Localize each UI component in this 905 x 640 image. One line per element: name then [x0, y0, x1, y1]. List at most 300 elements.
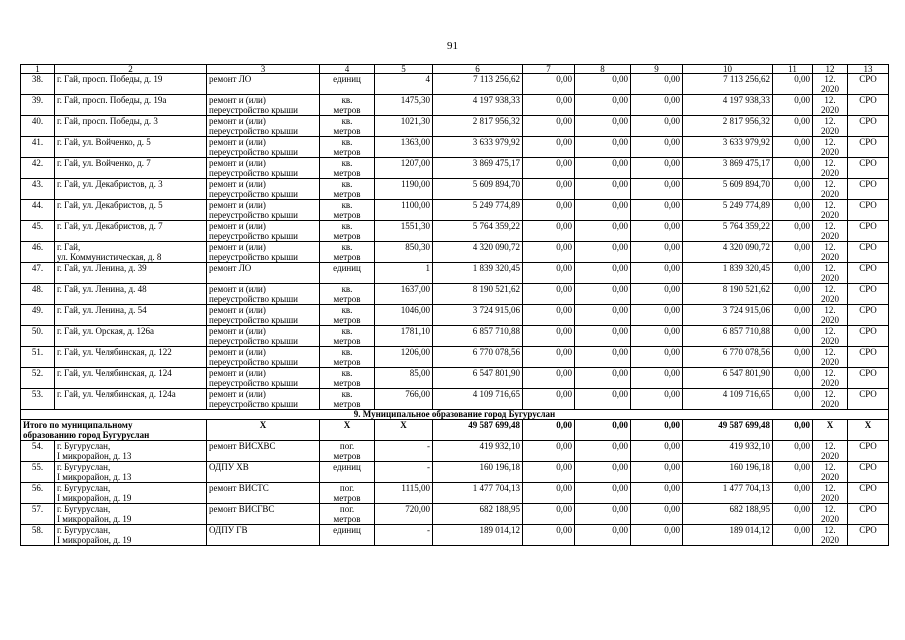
unit: кв. метров: [320, 368, 375, 389]
works-table: [20, 64, 889, 546]
column-number: 5: [375, 65, 433, 74]
term: 12. 2020: [813, 263, 848, 284]
row-number: 50.: [21, 326, 55, 347]
quantity: 850,30: [375, 242, 433, 263]
total-cost: 8 190 521,62: [433, 284, 523, 305]
table-row: [21, 347, 889, 368]
total-cost: 6 770 078,56: [433, 347, 523, 368]
cost-col11: 0,00: [773, 116, 813, 137]
table-row: [21, 441, 889, 462]
unit: кв. метров: [320, 326, 375, 347]
row-number: 40.: [21, 116, 55, 137]
cost-col11: 0,00: [773, 368, 813, 389]
table-row: [21, 200, 889, 221]
total-cost: 6 857 710,88: [433, 326, 523, 347]
work-type: ремонт и (или) переустройство крыши: [207, 95, 320, 116]
term: 12. 2020: [813, 305, 848, 326]
cost-col10: 1 839 320,45: [683, 263, 773, 284]
address: г. Гай, ул. Челябинская, д. 124: [55, 368, 207, 389]
address: г. Гай, ул. Ленина, д. 39: [55, 263, 207, 284]
cost-col10: 49 587 699,48: [683, 420, 773, 441]
table-row: [21, 368, 889, 389]
executor: СРО: [848, 263, 889, 284]
work-type: Х: [207, 420, 320, 441]
row-number: 46.: [21, 242, 55, 263]
cost-col8: 0,00: [575, 263, 631, 284]
cost-col10: 4 197 938,33: [683, 95, 773, 116]
cost-col7: 0,00: [523, 347, 575, 368]
address: г. Гай, ул. Челябинская, д. 122: [55, 347, 207, 368]
cost-col9: 0,00: [631, 483, 683, 504]
cost-col11: 0,00: [773, 389, 813, 410]
cost-col9: 0,00: [631, 368, 683, 389]
cost-col9: 0,00: [631, 137, 683, 158]
cost-col8: 0,00: [575, 158, 631, 179]
column-number: 11: [773, 65, 813, 74]
cost-col7: 0,00: [523, 420, 575, 441]
cost-col7: 0,00: [523, 483, 575, 504]
row-number: 38.: [21, 74, 55, 95]
cost-col9: 0,00: [631, 263, 683, 284]
cost-col11: 0,00: [773, 158, 813, 179]
work-type: ремонт ЛО: [207, 263, 320, 284]
unit: пог. метров: [320, 483, 375, 504]
total-cost: 3 869 475,17: [433, 158, 523, 179]
total-cost: 3 633 979,92: [433, 137, 523, 158]
quantity: -: [375, 525, 433, 546]
total-cost: 5 764 359,22: [433, 221, 523, 242]
table-row: [21, 263, 889, 284]
cost-col9: 0,00: [631, 525, 683, 546]
executor: СРО: [848, 200, 889, 221]
quantity: 1781,10: [375, 326, 433, 347]
executor: СРО: [848, 389, 889, 410]
unit: единиц: [320, 462, 375, 483]
term: 12. 2020: [813, 462, 848, 483]
cost-col10: 2 817 956,32: [683, 116, 773, 137]
address: г. Бугуруслан, I микрорайон, д. 19: [55, 525, 207, 546]
cost-col8: 0,00: [575, 221, 631, 242]
quantity: 4: [375, 74, 433, 95]
executor: СРО: [848, 525, 889, 546]
address: г. Бугуруслан, I микрорайон, д. 13: [55, 441, 207, 462]
unit: единиц: [320, 263, 375, 284]
quantity: -: [375, 462, 433, 483]
cost-col10: 4 320 090,72: [683, 242, 773, 263]
cost-col9: 0,00: [631, 95, 683, 116]
cost-col10: 6 547 801,90: [683, 368, 773, 389]
row-number: 49.: [21, 305, 55, 326]
unit: кв. метров: [320, 284, 375, 305]
column-number: 4: [320, 65, 375, 74]
term: 12. 2020: [813, 525, 848, 546]
cost-col10: 682 188,95: [683, 504, 773, 525]
cost-col11: 0,00: [773, 326, 813, 347]
cost-col8: 0,00: [575, 242, 631, 263]
executor: СРО: [848, 158, 889, 179]
cost-col8: 0,00: [575, 420, 631, 441]
cost-col9: 0,00: [631, 462, 683, 483]
total-cost: 160 196,18: [433, 462, 523, 483]
column-number: 2: [55, 65, 207, 74]
cost-col8: 0,00: [575, 284, 631, 305]
quantity: Х: [375, 420, 433, 441]
cost-col8: 0,00: [575, 504, 631, 525]
address: г. Гай, ул. Коммунистическая, д. 8: [55, 242, 207, 263]
column-number: 7: [523, 65, 575, 74]
total-cost: 682 188,95: [433, 504, 523, 525]
executor: СРО: [848, 242, 889, 263]
row-number: 58.: [21, 525, 55, 546]
cost-col7: 0,00: [523, 221, 575, 242]
cost-col10: 419 932,10: [683, 441, 773, 462]
quantity: 1: [375, 263, 433, 284]
cost-col7: 0,00: [523, 74, 575, 95]
executor: СРО: [848, 95, 889, 116]
cost-col10: 3 724 915,06: [683, 305, 773, 326]
row-number: 52.: [21, 368, 55, 389]
table-row: [21, 74, 889, 95]
row-number: 45.: [21, 221, 55, 242]
total-cost: 2 817 956,32: [433, 116, 523, 137]
table-row: [21, 137, 889, 158]
work-type: ремонт и (или) переустройство крыши: [207, 179, 320, 200]
cost-col9: 0,00: [631, 389, 683, 410]
work-type: ремонт и (или) переустройство крыши: [207, 347, 320, 368]
executor: СРО: [848, 284, 889, 305]
cost-col7: 0,00: [523, 504, 575, 525]
executor: СРО: [848, 368, 889, 389]
cost-col11: 0,00: [773, 305, 813, 326]
term: 12. 2020: [813, 483, 848, 504]
executor: СРО: [848, 441, 889, 462]
cost-col7: 0,00: [523, 326, 575, 347]
cost-col7: 0,00: [523, 462, 575, 483]
term: 12. 2020: [813, 368, 848, 389]
cost-col8: 0,00: [575, 462, 631, 483]
term: 12. 2020: [813, 158, 848, 179]
address: г. Гай, ул. Ленина, д. 54: [55, 305, 207, 326]
term: 12. 2020: [813, 179, 848, 200]
term: 12. 2020: [813, 116, 848, 137]
unit: единиц: [320, 525, 375, 546]
cost-col11: 0,00: [773, 462, 813, 483]
term: 12. 2020: [813, 441, 848, 462]
cost-col10: 3 869 475,17: [683, 158, 773, 179]
row-number: 39.: [21, 95, 55, 116]
unit: кв. метров: [320, 200, 375, 221]
cost-col9: 0,00: [631, 200, 683, 221]
cost-col10: 5 609 894,70: [683, 179, 773, 200]
cost-col11: 0,00: [773, 179, 813, 200]
address: г. Гай, просп. Победы, д. 19: [55, 74, 207, 95]
cost-col11: 0,00: [773, 441, 813, 462]
table-row: [21, 525, 889, 546]
address: г. Бугуруслан, I микрорайон, д. 13: [55, 462, 207, 483]
total-cost: 5 609 894,70: [433, 179, 523, 200]
table-row: [21, 158, 889, 179]
work-type: ремонт и (или) переустройство крыши: [207, 305, 320, 326]
cost-col9: 0,00: [631, 504, 683, 525]
term: 12. 2020: [813, 284, 848, 305]
cost-col7: 0,00: [523, 179, 575, 200]
section-header-row: [21, 410, 889, 420]
cost-col11: 0,00: [773, 504, 813, 525]
cost-col7: 0,00: [523, 305, 575, 326]
total-cost: 6 547 801,90: [433, 368, 523, 389]
work-type: ОДПУ ХВ: [207, 462, 320, 483]
cost-col10: 6 770 078,56: [683, 347, 773, 368]
cost-col7: 0,00: [523, 95, 575, 116]
unit: кв. метров: [320, 179, 375, 200]
column-number: 6: [433, 65, 523, 74]
cost-col11: 0,00: [773, 242, 813, 263]
unit: кв. метров: [320, 137, 375, 158]
cost-col8: 0,00: [575, 347, 631, 368]
cost-col11: 0,00: [773, 137, 813, 158]
executor: СРО: [848, 179, 889, 200]
unit: единиц: [320, 74, 375, 95]
table-row: [21, 95, 889, 116]
cost-col9: 0,00: [631, 441, 683, 462]
address: г. Гай, просп. Победы, д. 3: [55, 116, 207, 137]
executor: СРО: [848, 137, 889, 158]
quantity: 85,00: [375, 368, 433, 389]
work-type: ремонт и (или) переустройство крыши: [207, 389, 320, 410]
work-type: ремонт и (или) переустройство крыши: [207, 158, 320, 179]
cost-col8: 0,00: [575, 179, 631, 200]
cost-col8: 0,00: [575, 200, 631, 221]
quantity: 720,00: [375, 504, 433, 525]
total-cost: 4 197 938,33: [433, 95, 523, 116]
table-row: [21, 305, 889, 326]
quantity: 1046,00: [375, 305, 433, 326]
address: г. Гай, ул. Войченко, д. 5: [55, 137, 207, 158]
cost-col8: 0,00: [575, 441, 631, 462]
cost-col7: 0,00: [523, 263, 575, 284]
table-row: [21, 284, 889, 305]
cost-col11: 0,00: [773, 221, 813, 242]
cost-col8: 0,00: [575, 483, 631, 504]
cost-col10: 160 196,18: [683, 462, 773, 483]
work-type: ремонт и (или) переустройство крыши: [207, 137, 320, 158]
unit: кв. метров: [320, 158, 375, 179]
unit: пог. метров: [320, 504, 375, 525]
cost-col9: 0,00: [631, 326, 683, 347]
total-cost: 4 109 716,65: [433, 389, 523, 410]
table-row: [21, 462, 889, 483]
cost-col7: 0,00: [523, 441, 575, 462]
address: г. Гай, ул. Челябинская, д. 124а: [55, 389, 207, 410]
unit: кв. метров: [320, 95, 375, 116]
executor: СРО: [848, 74, 889, 95]
executor: СРО: [848, 221, 889, 242]
term: 12. 2020: [813, 200, 848, 221]
table-row: [21, 221, 889, 242]
table-row: [21, 326, 889, 347]
work-type: ремонт и (или) переустройство крыши: [207, 221, 320, 242]
unit: кв. метров: [320, 242, 375, 263]
row-number: 43.: [21, 179, 55, 200]
address: г. Гай, ул. Декабристов, д. 7: [55, 221, 207, 242]
quantity: 1207,00: [375, 158, 433, 179]
address: г. Гай, ул. Декабристов, д. 3: [55, 179, 207, 200]
unit: кв. метров: [320, 116, 375, 137]
cost-col10: 3 633 979,92: [683, 137, 773, 158]
cost-col10: 7 113 256,62: [683, 74, 773, 95]
total-cost: 49 587 699,48: [433, 420, 523, 441]
row-number: 57.: [21, 504, 55, 525]
executor: СРО: [848, 504, 889, 525]
executor: СРО: [848, 483, 889, 504]
address: г. Бугуруслан, I микрорайон, д. 19: [55, 504, 207, 525]
total-cost: 1 839 320,45: [433, 263, 523, 284]
cost-col11: 0,00: [773, 483, 813, 504]
cost-col7: 0,00: [523, 389, 575, 410]
address: г. Бугуруслан, I микрорайон, д. 19: [55, 483, 207, 504]
cost-col8: 0,00: [575, 137, 631, 158]
executor: СРО: [848, 462, 889, 483]
cost-col8: 0,00: [575, 525, 631, 546]
work-type: ОДПУ ГВ: [207, 525, 320, 546]
total-cost: 189 014,12: [433, 525, 523, 546]
address: г. Гай, просп. Победы, д. 19а: [55, 95, 207, 116]
total-cost: 5 249 774,89: [433, 200, 523, 221]
cost-col10: 6 857 710,88: [683, 326, 773, 347]
cost-col11: 0,00: [773, 263, 813, 284]
cost-col10: 5 764 359,22: [683, 221, 773, 242]
column-number-row: [21, 65, 889, 74]
cost-col10: 4 109 716,65: [683, 389, 773, 410]
cost-col8: 0,00: [575, 305, 631, 326]
cost-col9: 0,00: [631, 284, 683, 305]
work-type: ремонт и (или) переустройство крыши: [207, 200, 320, 221]
total-cost: 3 724 915,06: [433, 305, 523, 326]
cost-col8: 0,00: [575, 368, 631, 389]
term: 12. 2020: [813, 221, 848, 242]
cost-col7: 0,00: [523, 158, 575, 179]
cost-col10: 1 477 704,13: [683, 483, 773, 504]
column-number: 1: [21, 65, 55, 74]
work-type: ремонт ВИСГВС: [207, 504, 320, 525]
column-number: 10: [683, 65, 773, 74]
work-type: ремонт и (или) переустройство крыши: [207, 284, 320, 305]
quantity: 1021,30: [375, 116, 433, 137]
table-row: [21, 504, 889, 525]
address: г. Гай, ул. Орская, д. 126а: [55, 326, 207, 347]
total-cost: 4 320 090,72: [433, 242, 523, 263]
column-number: 13: [848, 65, 889, 74]
cost-col9: 0,00: [631, 179, 683, 200]
cost-col11: 0,00: [773, 420, 813, 441]
address: г. Гай, ул. Ленина, д. 48: [55, 284, 207, 305]
column-number: 12: [813, 65, 848, 74]
executor: СРО: [848, 347, 889, 368]
row-number: 54.: [21, 441, 55, 462]
term: 12. 2020: [813, 137, 848, 158]
row-number: 47.: [21, 263, 55, 284]
address: г. Гай, ул. Войченко, д. 7: [55, 158, 207, 179]
cost-col9: 0,00: [631, 221, 683, 242]
work-type: ремонт ВИСХВС: [207, 441, 320, 462]
work-type: ремонт и (или) переустройство крыши: [207, 242, 320, 263]
term: 12. 2020: [813, 242, 848, 263]
section-total-row: [21, 420, 889, 441]
row-number: 56.: [21, 483, 55, 504]
cost-col11: 0,00: [773, 284, 813, 305]
cost-col7: 0,00: [523, 116, 575, 137]
executor: СРО: [848, 326, 889, 347]
term: 12. 2020: [813, 326, 848, 347]
unit: Х: [320, 420, 375, 441]
table-row: [21, 483, 889, 504]
table-row: [21, 179, 889, 200]
executor: Х: [848, 420, 889, 441]
quantity: -: [375, 441, 433, 462]
column-number: 3: [207, 65, 320, 74]
address: г. Гай, ул. Декабристов, д. 5: [55, 200, 207, 221]
row-number: 53.: [21, 389, 55, 410]
unit: пог. метров: [320, 441, 375, 462]
cost-col7: 0,00: [523, 242, 575, 263]
cost-col7: 0,00: [523, 368, 575, 389]
cost-col11: 0,00: [773, 74, 813, 95]
cost-col9: 0,00: [631, 74, 683, 95]
cost-col9: 0,00: [631, 305, 683, 326]
quantity: 1363,00: [375, 137, 433, 158]
cost-col9: 0,00: [631, 347, 683, 368]
row-number: 55.: [21, 462, 55, 483]
term: Х: [813, 420, 848, 441]
unit: кв. метров: [320, 221, 375, 242]
work-type: ремонт ВИСТС: [207, 483, 320, 504]
table-row: [21, 116, 889, 137]
cost-col8: 0,00: [575, 326, 631, 347]
quantity: 1190,00: [375, 179, 433, 200]
work-type: ремонт и (или) переустройство крыши: [207, 368, 320, 389]
cost-col7: 0,00: [523, 284, 575, 305]
cost-col11: 0,00: [773, 95, 813, 116]
total-cost: 7 113 256,62: [433, 74, 523, 95]
section-title: 9. Муниципальное образование город Бугуруслан: [21, 410, 889, 420]
quantity: 766,00: [375, 389, 433, 410]
term: 12. 2020: [813, 74, 848, 95]
quantity: 1475,30: [375, 95, 433, 116]
row-number: 41.: [21, 137, 55, 158]
cost-col9: 0,00: [631, 116, 683, 137]
total-cost: 1 477 704,13: [433, 483, 523, 504]
work-type: ремонт и (или) переустройство крыши: [207, 116, 320, 137]
cost-col9: 0,00: [631, 158, 683, 179]
table-row: [21, 242, 889, 263]
term: 12. 2020: [813, 504, 848, 525]
quantity: 1115,00: [375, 483, 433, 504]
cost-col8: 0,00: [575, 389, 631, 410]
cost-col8: 0,00: [575, 95, 631, 116]
term: 12. 2020: [813, 95, 848, 116]
cost-col11: 0,00: [773, 200, 813, 221]
cost-col9: 0,00: [631, 420, 683, 441]
quantity: 1100,00: [375, 200, 433, 221]
column-number: 8: [575, 65, 631, 74]
cost-col10: 5 249 774,89: [683, 200, 773, 221]
cost-col10: 189 014,12: [683, 525, 773, 546]
total-cost: 419 932,10: [433, 441, 523, 462]
work-type: ремонт и (или) переустройство крыши: [207, 326, 320, 347]
cost-col11: 0,00: [773, 525, 813, 546]
row-number: 51.: [21, 347, 55, 368]
work-type: ремонт ЛО: [207, 74, 320, 95]
